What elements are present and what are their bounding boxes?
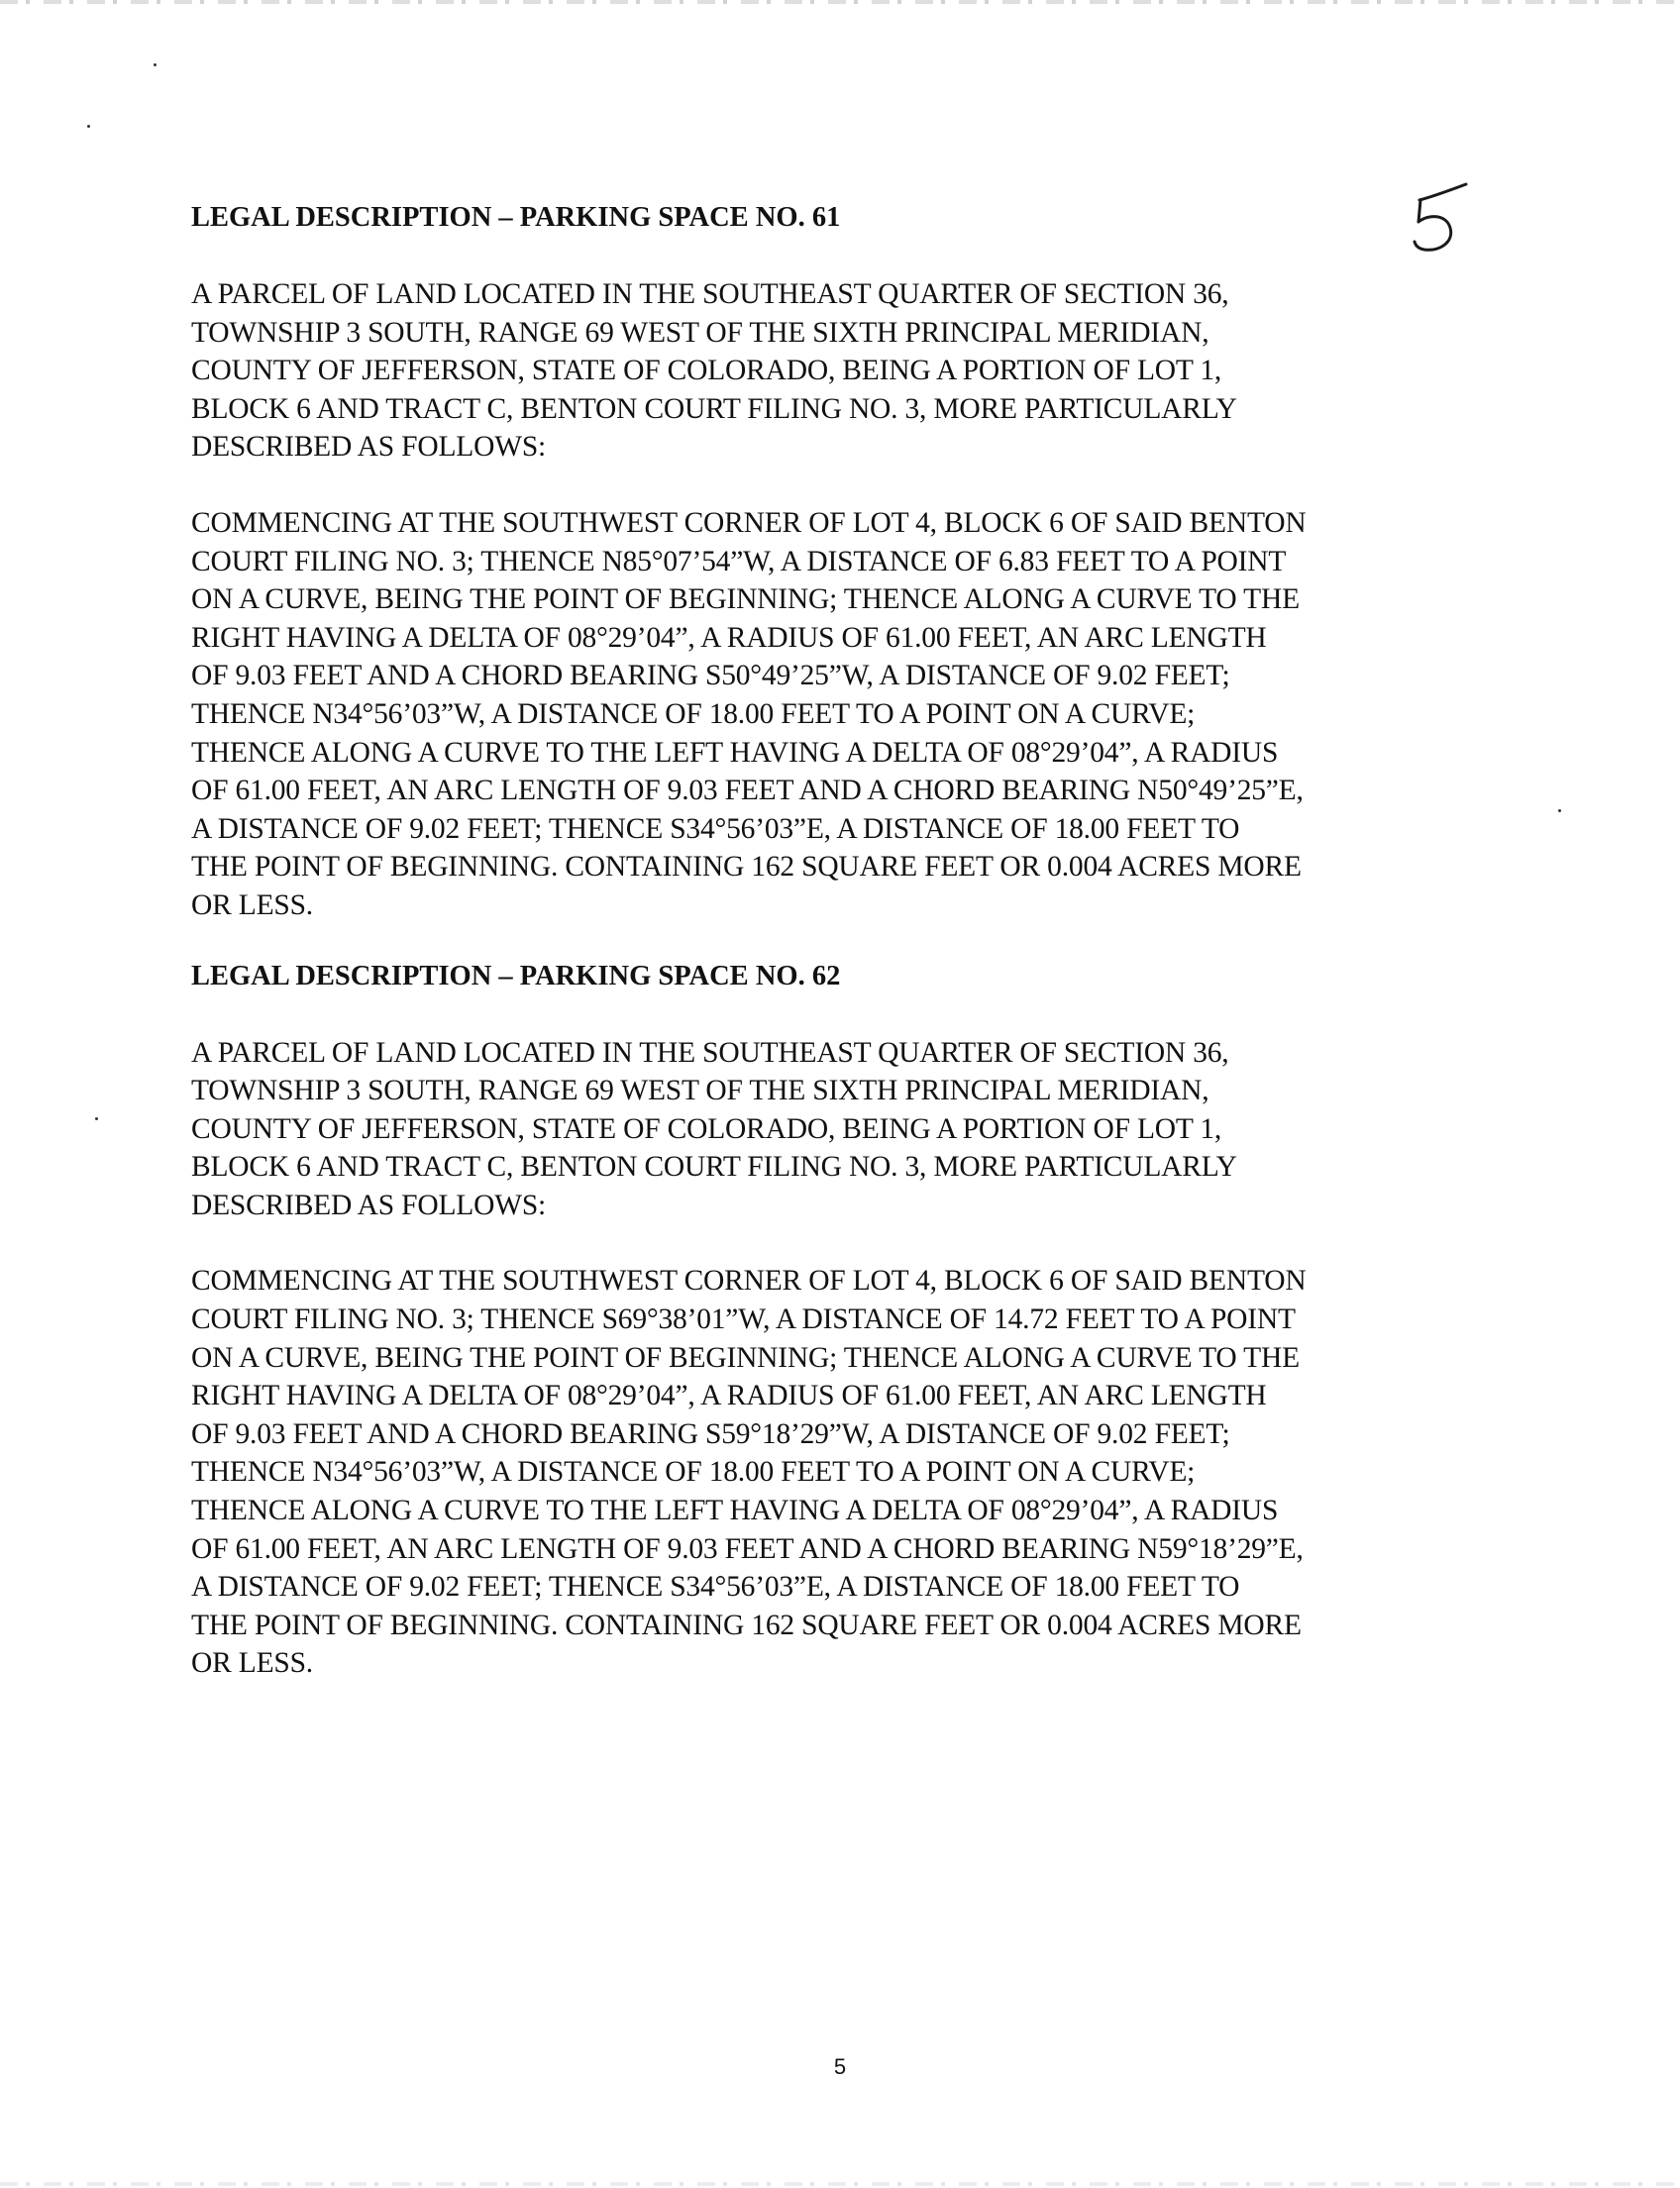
- section-heading: LEGAL DESCRIPTION – PARKING SPACE NO. 61: [191, 202, 841, 233]
- commencing-description: COMMENCING AT THE SOUTHWEST CORNER OF LOT 4, BLOCK 6 OF SAID BENTON COURT FILING NO. 3; THENCE S69°38’01”W, A DISTANCE OF 14.72 FEET TO A POINT ON A CURVE, BEING THE POINT OF BEGINNING; THENCE ALONG A CURVE TO THE RIGHT HAVING A DELTA OF 08°29’04”, A RADIUS OF 61.00 FEET, AN ARC LENGTH OF 9.03 FEET AND A CHORD BEARING S59°18’29”W, A DISTANCE OF 9.02 FEET; THENCE N34°56’03”W, A DISTANCE OF 18.00 FEET TO A POINT ON A CURVE; THENCE ALONG A CURVE TO THE LEFT HAVING A DELTA OF 08°29’04”, A RADIUS OF 61.00 FEET, AN ARC LENGTH OF 9.03 FEET AND A CHORD BEARING N59°18’29”E, A DISTANCE OF 9.02 FEET; THENCE S34°56’03”E, A DISTANCE OF 18.00 FEET TO THE POINT OF BEGINNING. CONTAINING 162 SQUARE FEET OR 0.004 ACRES MORE OR LESS.: [191, 1265, 1307, 1680]
- section-parking-space-61: [191, 198, 1499, 925]
- scan-speck: [95, 1117, 98, 1120]
- scan-speck: [87, 125, 90, 128]
- scan-edge-bottom: [0, 2182, 1680, 2186]
- commencing-description: COMMENCING AT THE SOUTHWEST CORNER OF LOT 4, BLOCK 6 OF SAID BENTON COURT FILING NO. 3; THENCE N85°07’54”W, A DISTANCE OF 6.83 FEET TO A POINT ON A CURVE, BEING THE POINT OF BEGINNING; THENCE ALONG A CURVE TO THE RIGHT HAVING A DELTA OF 08°29’04”, A RADIUS OF 61.00 FEET, AN ARC LENGTH OF 9.03 FEET AND A CHORD BEARING S50°49’25”W, A DISTANCE OF 9.02 FEET; THENCE N34°56’03”W, A DISTANCE OF 18.00 FEET TO A POINT ON A CURVE; THENCE ALONG A CURVE TO THE LEFT HAVING A DELTA OF 08°29’04”, A RADIUS OF 61.00 FEET, AN ARC LENGTH OF 9.03 FEET AND A CHORD BEARING N50°49’25”E, A DISTANCE OF 9.02 FEET; THENCE S34°56’03”E, A DISTANCE OF 18.00 FEET TO THE POINT OF BEGINNING. CONTAINING 162 SQUARE FEET OR 0.004 ACRES MORE OR LESS.: [191, 506, 1307, 921]
- section-heading: LEGAL DESCRIPTION – PARKING SPACE NO. 62: [191, 960, 841, 991]
- parcel-description: A PARCEL OF LAND LOCATED IN THE SOUTHEAST QUARTER OF SECTION 36, TOWNSHIP 3 SOUTH, RANGE 69 WEST OF THE SIXTH PRINCIPAL MERIDIAN, COUNTY OF JEFFERSON, STATE OF COLORADO, BEING A PORTION OF LOT 1, BLOCK 6 AND TRACT C, BENTON COURT FILING NO. 3, MORE PARTICULARLY DESCRIBED AS FOLLOWS:: [191, 1036, 1237, 1221]
- scan-speck: [1558, 809, 1561, 812]
- page-number: 5: [833, 2054, 847, 2079]
- document-body: [191, 198, 1499, 1683]
- scan-speck: [154, 63, 157, 66]
- scan-edge-top: [0, 0, 1680, 4]
- section-parking-space-62: [191, 957, 1499, 1684]
- parcel-description: A PARCEL OF LAND LOCATED IN THE SOUTHEAST QUARTER OF SECTION 36, TOWNSHIP 3 SOUTH, RANGE 69 WEST OF THE SIXTH PRINCIPAL MERIDIAN, COUNTY OF JEFFERSON, STATE OF COLORADO, BEING A PORTION OF LOT 1, BLOCK 6 AND TRACT C, BENTON COURT FILING NO. 3, MORE PARTICULARLY DESCRIBED AS FOLLOWS:: [191, 278, 1237, 464]
